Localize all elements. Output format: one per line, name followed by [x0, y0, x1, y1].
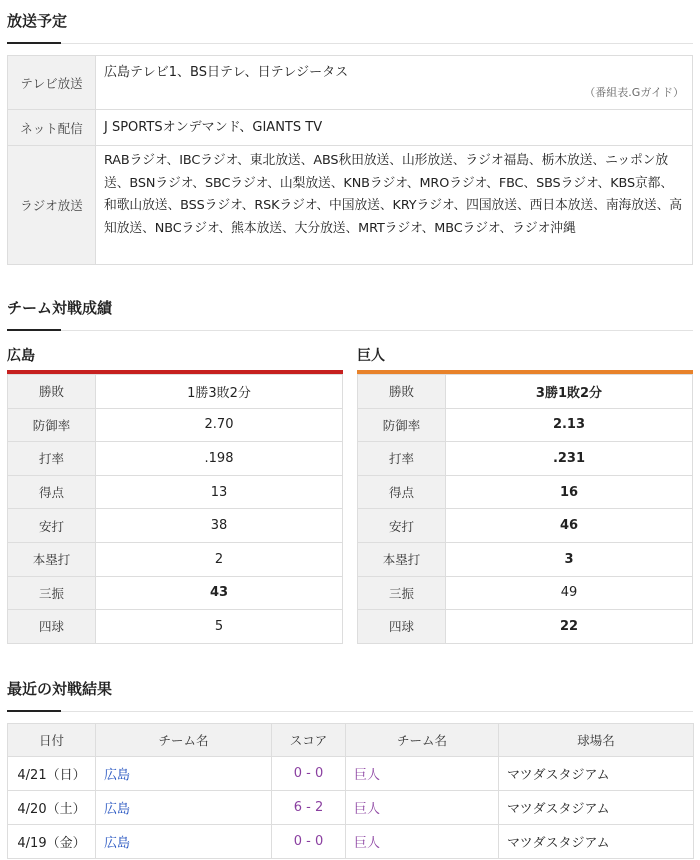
broadcast-row-radio	[8, 146, 693, 265]
stat-value: 49	[446, 576, 693, 610]
stat-value: 22	[446, 610, 693, 644]
header-team2: チーム名	[346, 724, 499, 757]
stat-label: 勝敗	[358, 375, 446, 409]
header-stadium: 球場名	[499, 724, 694, 757]
stat-row	[358, 509, 693, 543]
table-row	[8, 791, 694, 825]
stat-row	[358, 576, 693, 610]
away-team-stats-table	[357, 374, 693, 644]
result-stadium: マツダスタジアム	[499, 791, 694, 825]
broadcast-tv-guide-note: （番組表.Gガイド）	[584, 86, 684, 99]
stat-value: .198	[96, 442, 343, 476]
stat-label: 本塁打	[358, 542, 446, 576]
stat-row	[358, 542, 693, 576]
recent-results-table	[7, 723, 694, 859]
stat-value: 5	[96, 610, 343, 644]
away-team-name: 巨人	[357, 348, 385, 364]
stat-value: 1勝3敗2分	[96, 375, 343, 409]
broadcast-section-title: 放送予定	[7, 12, 68, 30]
broadcast-table	[7, 55, 693, 265]
broadcast-label-tv: テレビ放送	[8, 56, 96, 110]
home-team-name: 広島	[7, 348, 35, 364]
stat-label: 得点	[358, 475, 446, 509]
recent-title-rule	[7, 711, 693, 712]
result-score-link[interactable]: 6 - 2	[272, 791, 346, 825]
broadcast-title-rule	[7, 43, 693, 44]
broadcast-value-net: J SPORTSオンデマンド、GIANTS TV	[96, 110, 693, 146]
stat-row	[8, 442, 343, 476]
result-team2-link[interactable]: 巨人	[346, 791, 499, 825]
result-team2-link[interactable]: 巨人	[346, 757, 499, 791]
recent-title-accent	[7, 710, 61, 712]
broadcast-row-net	[8, 110, 693, 146]
stat-label: 三振	[358, 576, 446, 610]
team-stats-title-rule	[7, 330, 693, 331]
broadcast-value-tv	[96, 56, 693, 110]
table-row	[8, 825, 694, 859]
stat-label: 防御率	[8, 408, 96, 442]
broadcast-label-net: ネット配信	[8, 110, 96, 146]
broadcast-title-accent	[7, 42, 61, 44]
stat-row	[358, 475, 693, 509]
stat-label: 安打	[358, 509, 446, 543]
result-stadium: マツダスタジアム	[499, 757, 694, 791]
broadcast-tv-channels: 広島テレビ1、BS日テレ、日テレジータス	[104, 65, 349, 80]
result-date: 4/19（金）	[8, 825, 96, 859]
stat-row	[8, 576, 343, 610]
result-team1-link[interactable]: 広島	[96, 825, 272, 859]
header-score: スコア	[272, 724, 346, 757]
stat-value: 38	[96, 509, 343, 543]
stat-row	[358, 442, 693, 476]
broadcast-row-tv	[8, 56, 693, 110]
stat-value: 3勝1敗2分	[446, 375, 693, 409]
stat-row	[358, 408, 693, 442]
results-header-row	[8, 724, 694, 757]
stat-row	[8, 475, 343, 509]
table-row	[8, 757, 694, 791]
stat-row	[358, 375, 693, 409]
stat-row	[8, 542, 343, 576]
result-score-link[interactable]: 0 - 0	[272, 825, 346, 859]
result-team1-link[interactable]: 広島	[96, 757, 272, 791]
stat-value: 16	[446, 475, 693, 509]
stat-label: 四球	[358, 610, 446, 644]
header-date: 日付	[8, 724, 96, 757]
broadcast-value-radio: RABラジオ、IBCラジオ、東北放送、ABS秋田放送、山形放送、ラジオ福島、栃木放送、ニッポン放送、BSNラジオ、SBCラジオ、山梨放送、KNBラジオ、MROラジオ、FBC、SBSラジオ、KBS京都、和歌山放送、BSSラジオ、RSKラジオ、中国放送、KRYラジオ、四国放送、西日本放送、南海放送、高知放送、NBCラジオ、熊本放送、大分放送、MRTラジオ、MBCラジオ、ラジオ沖縄	[96, 146, 693, 265]
team-stats-title-accent	[7, 329, 61, 331]
result-score-link[interactable]: 0 - 0	[272, 757, 346, 791]
stat-label: 勝敗	[8, 375, 96, 409]
stat-value: 13	[96, 475, 343, 509]
stat-value: 46	[446, 509, 693, 543]
stat-label: 三振	[8, 576, 96, 610]
stat-row	[8, 509, 343, 543]
stat-label: 得点	[8, 475, 96, 509]
broadcast-label-radio: ラジオ放送	[8, 146, 96, 265]
stat-value: .231	[446, 442, 693, 476]
stat-label: 四球	[8, 610, 96, 644]
result-date: 4/21（日）	[8, 757, 96, 791]
result-date: 4/20（土）	[8, 791, 96, 825]
stat-value: 2.13	[446, 408, 693, 442]
stat-row	[358, 610, 693, 644]
stat-row	[8, 375, 343, 409]
stat-row	[8, 610, 343, 644]
team-stats-section-title: チーム対戦成績	[7, 299, 113, 317]
stat-value: 2.70	[96, 408, 343, 442]
result-team2-link[interactable]: 巨人	[346, 825, 499, 859]
stat-value: 43	[96, 576, 343, 610]
result-team1-link[interactable]: 広島	[96, 791, 272, 825]
stat-label: 安打	[8, 509, 96, 543]
stat-row	[8, 408, 343, 442]
result-stadium: マツダスタジアム	[499, 825, 694, 859]
stat-label: 防御率	[358, 408, 446, 442]
stat-value: 3	[446, 542, 693, 576]
stat-label: 打率	[358, 442, 446, 476]
home-team-stats-table	[7, 374, 343, 644]
recent-results-section-title: 最近の対戦結果	[7, 680, 113, 698]
header-team1: チーム名	[96, 724, 272, 757]
stat-label: 本塁打	[8, 542, 96, 576]
stat-label: 打率	[8, 442, 96, 476]
stat-value: 2	[96, 542, 343, 576]
